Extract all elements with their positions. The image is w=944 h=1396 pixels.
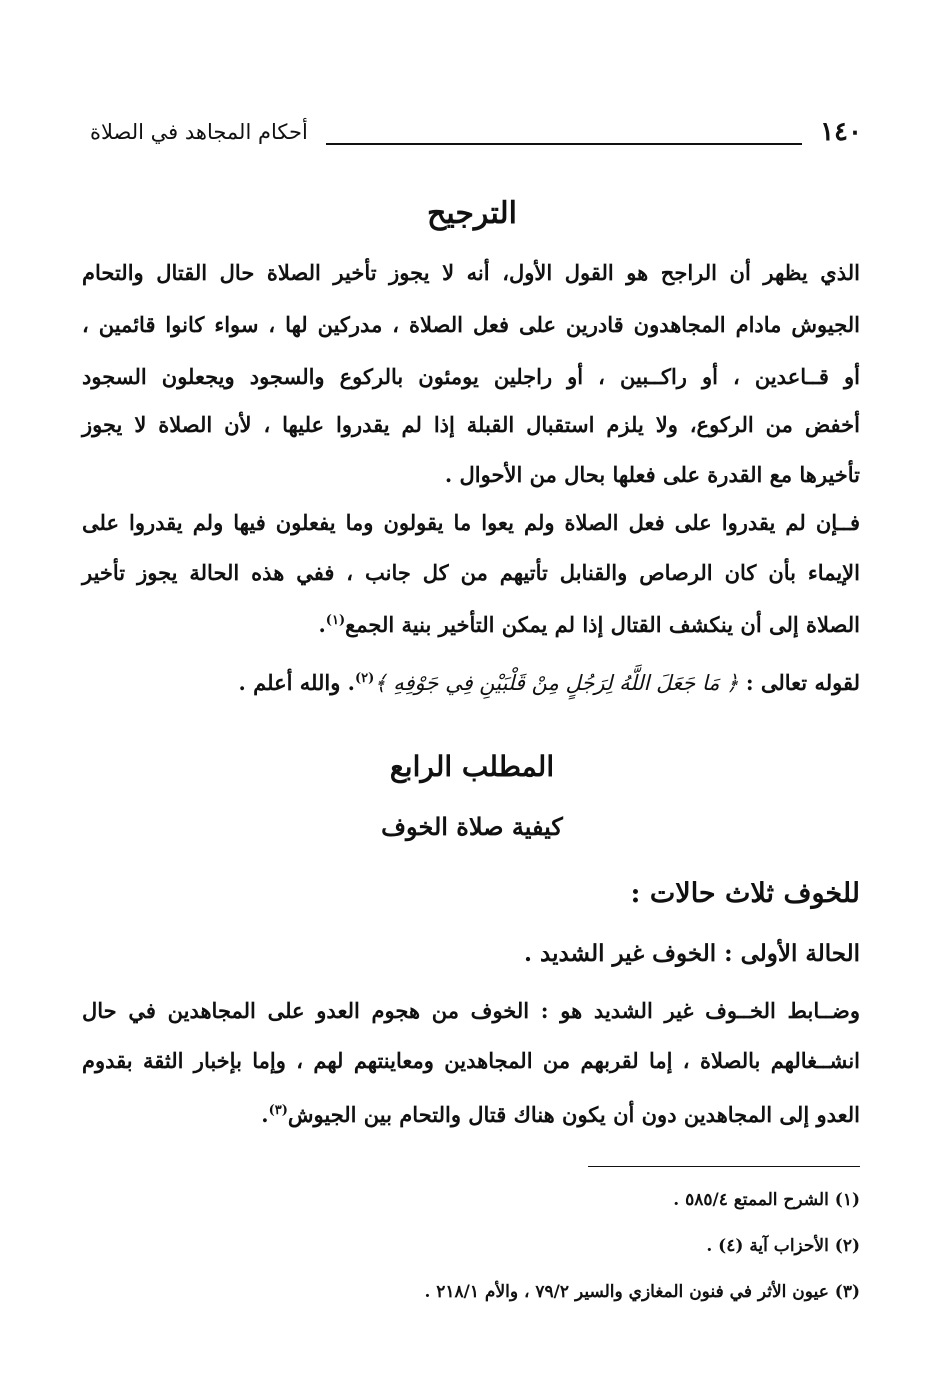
page-number: ١٤٠ xyxy=(820,117,862,147)
paragraph-line xyxy=(82,604,860,642)
footnote-marker: (٢) xyxy=(354,671,375,686)
quran-outro: . والله أعلم . xyxy=(238,670,355,695)
sentence-end: . xyxy=(318,612,326,637)
paragraph-line: الجيوش مادام المجاهدون قادرين على فعل الصلاة ، مدركين لها ، سواء كانوا قائمين ، xyxy=(82,312,860,337)
paragraph-line: انشــغالهم بالصلاة ، إما لقربهم من المجاهدين ومعاينتهم لهم ، وإما بإخبار الثقة بقدوم xyxy=(82,1048,860,1073)
paragraph-text: العدو إلى المجاهدين دون أن يكون هناك قتال والتحام بين الجيوش xyxy=(287,1102,860,1127)
footnote-2: (٢) الأحزاب آية (٤) . xyxy=(706,1236,860,1256)
paragraph-line: أو قــاعدين ، أو راكــبين ، أو راجلين يومئون بالركوع والسجود ويجعلون السجود xyxy=(82,364,860,389)
paragraph-line: الذي يظهر أن الراجح هو القول الأول، أنه لا يجوز تأخير الصلاة حال القتال والتحام xyxy=(82,260,860,285)
section-heading-tarjeeh: الترجيح xyxy=(426,196,518,231)
case-intro: للخوف ثلاث حالات : xyxy=(630,878,860,909)
paragraph-line: تأخيرها مع القدرة على فعلها بحال من الأحوال . xyxy=(444,462,860,487)
paragraph-line: فــإن لم يقدروا على فعل الصلاة ولم يعوا ما يقولون وما يفعلون فيها ولم يقدروا على xyxy=(82,510,860,535)
case-title: الحالة الأولى : الخوف غير الشديد . xyxy=(523,940,860,967)
footnote-1: (١) الشرح الممتع ٥٨٥/٤ . xyxy=(673,1190,860,1210)
running-title: أحكام المجاهد في الصلاة xyxy=(90,120,308,144)
section-subheading: كيفية صلاة الخوف xyxy=(381,812,563,841)
quran-text: ﴿ مَا جَعَلَ اللَّهُ لِرَجُلٍ مِنْ قَلْبَيْنِ فِي جَوْفِهِ ﴾ xyxy=(374,671,739,695)
paragraph-line: أخفض من الركوع، ولا يلزم استقبال القبلة إذا لم يقدروا عليها ، لأن الصلاة لا يجوز xyxy=(82,412,860,437)
footnote-separator xyxy=(588,1166,860,1167)
footnote-marker: (١) xyxy=(325,613,346,628)
sentence-end: . xyxy=(261,1102,269,1127)
header-rule xyxy=(326,143,802,145)
paragraph-text: الصلاة إلى أن ينكشف القتال إذا لم يمكن التأخير بنية الجمع xyxy=(345,612,860,637)
paragraph-line xyxy=(82,1094,860,1132)
footnote-3: (٣) عيون الأثر في فنون المغازي والسير ٧٩/٢ ، والأم ٢١٨/١ . xyxy=(424,1282,860,1302)
quran-intro: لقوله تعالى : xyxy=(745,670,860,695)
paragraph-line: الإيماء بأن كان الرصاص والقنابل تأتيهم من كل جانب ، ففي هذه الحالة يجوز تأخير xyxy=(82,560,860,585)
quran-verse-line xyxy=(82,662,860,700)
running-header xyxy=(90,112,862,152)
paragraph-line: وضــابط الخــوف غير الشديد هو : الخوف من هجوم العدو على المجاهدين في حال xyxy=(82,998,860,1023)
section-heading-matlab: المطلب الرابع xyxy=(389,750,555,783)
footnote-marker: (٣) xyxy=(268,1103,288,1118)
